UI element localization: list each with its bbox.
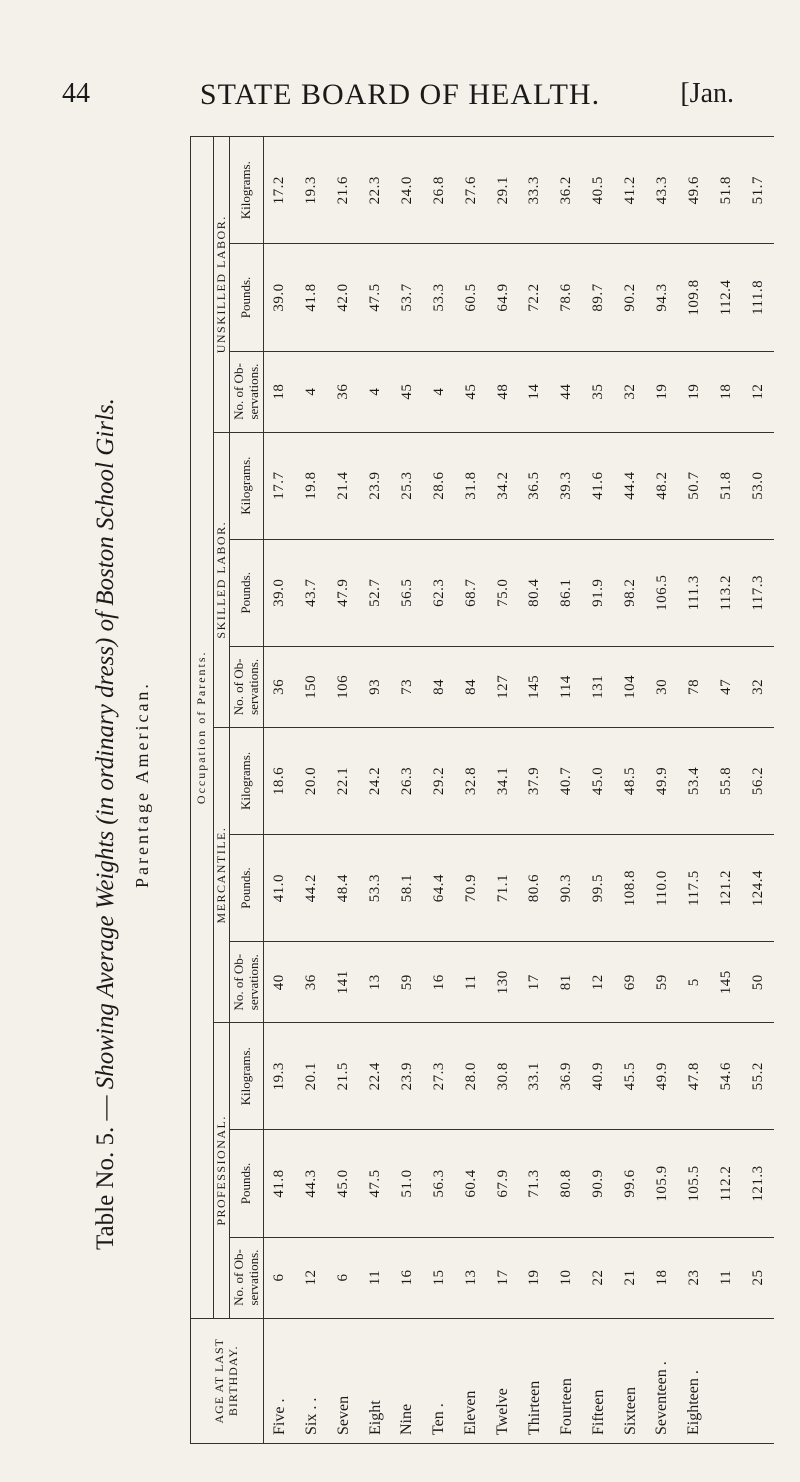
unskilled-kilograms-cell: 36.2 <box>551 137 583 244</box>
professional-obs-cell: 11 <box>360 1237 392 1318</box>
col-pounds: Pounds. <box>230 835 264 942</box>
skilled-pounds-cell: 86.1 <box>551 539 583 646</box>
mercantile-kilograms-cell: 48.5 <box>615 727 647 834</box>
mercantile-obs-cell: 13 <box>360 942 392 1023</box>
unskilled-pounds-cell: 39.0 <box>263 244 295 351</box>
mercantile-obs-cell: 36 <box>296 942 328 1023</box>
column-header-row <box>230 137 264 1444</box>
mercantile-obs-cell: 81 <box>551 942 583 1023</box>
unskilled-obs-cell: 4 <box>296 351 328 432</box>
unskilled-pounds-cell: 53.3 <box>423 244 455 351</box>
skilled-pounds-cell: 62.3 <box>423 539 455 646</box>
group-professional: PROFESSIONAL. <box>214 1023 230 1318</box>
mercantile-kilograms-cell: 22.1 <box>328 727 360 834</box>
mercantile-pounds-cell: 80.6 <box>519 835 551 942</box>
group-unskilled: UNSKILLED LABOR. <box>214 137 230 433</box>
unskilled-obs-cell: 32 <box>615 351 647 432</box>
mercantile-pounds-cell: 53.3 <box>360 835 392 942</box>
unskilled-pounds-cell: 64.9 <box>487 244 519 351</box>
professional-pounds-cell: 45.0 <box>328 1130 360 1237</box>
table-title <box>92 398 120 1250</box>
skilled-pounds-cell: 106.5 <box>646 539 678 646</box>
skilled-obs-cell: 150 <box>296 646 328 727</box>
mercantile-kilograms-cell: 49.9 <box>646 727 678 834</box>
mercantile-obs-cell: 11 <box>455 942 487 1023</box>
skilled-kilograms-cell: 48.2 <box>646 432 678 539</box>
unskilled-obs-cell: 35 <box>583 351 615 432</box>
professional-obs-cell: 18 <box>646 1237 678 1318</box>
col-obs: No. of Ob-servations. <box>230 1237 264 1318</box>
table-row <box>360 137 392 1444</box>
skilled-pounds-cell: 117.3 <box>742 539 774 646</box>
unskilled-kilograms-cell: 21.6 <box>328 137 360 244</box>
professional-kilograms-cell: 22.4 <box>360 1023 392 1130</box>
group-skilled: SKILLED LABOR. <box>214 432 230 727</box>
mercantile-kilograms-cell: 24.2 <box>360 727 392 834</box>
unskilled-pounds-cell: 60.5 <box>455 244 487 351</box>
professional-kilograms-cell: 28.0 <box>455 1023 487 1130</box>
professional-kilograms-cell: 40.9 <box>583 1023 615 1130</box>
age-header: AGE AT LAST BIRTHDAY. <box>191 1318 264 1443</box>
unskilled-kilograms-cell: 49.6 <box>678 137 710 244</box>
mercantile-kilograms-cell: 55.8 <box>710 727 742 834</box>
professional-kilograms-cell: 23.9 <box>391 1023 423 1130</box>
mercantile-pounds-cell: 110.0 <box>646 835 678 942</box>
table-row <box>455 137 487 1444</box>
skilled-kilograms-cell: 17.7 <box>263 432 295 539</box>
mercantile-pounds-cell: 71.1 <box>487 835 519 942</box>
unskilled-obs-cell: 44 <box>551 351 583 432</box>
unskilled-kilograms-cell: 51.8 <box>710 137 742 244</box>
mercantile-obs-cell: 141 <box>328 942 360 1023</box>
unskilled-kilograms-cell: 22.3 <box>360 137 392 244</box>
professional-obs-cell: 12 <box>296 1237 328 1318</box>
table-body <box>263 137 774 1444</box>
age-label: Eight <box>360 1318 392 1443</box>
unskilled-obs-cell: 19 <box>646 351 678 432</box>
skilled-obs-cell: 84 <box>423 646 455 727</box>
age-label: Nine <box>391 1318 423 1443</box>
unskilled-pounds-cell: 78.6 <box>551 244 583 351</box>
skilled-obs-cell: 114 <box>551 646 583 727</box>
unskilled-kilograms-cell: 24.0 <box>391 137 423 244</box>
unskilled-obs-cell: 45 <box>455 351 487 432</box>
col-kilograms: Kilograms. <box>230 727 264 834</box>
mercantile-kilograms-cell: 45.0 <box>583 727 615 834</box>
skilled-pounds-cell: 43.7 <box>296 539 328 646</box>
unskilled-pounds-cell: 112.4 <box>710 244 742 351</box>
skilled-obs-cell: 127 <box>487 646 519 727</box>
unskilled-obs-cell: 4 <box>423 351 455 432</box>
col-pounds: Pounds. <box>230 539 264 646</box>
professional-kilograms-cell: 45.5 <box>615 1023 647 1130</box>
unskilled-kilograms-cell: 40.5 <box>583 137 615 244</box>
mercantile-obs-cell: 5 <box>678 942 710 1023</box>
professional-kilograms-cell: 33.1 <box>519 1023 551 1130</box>
table-subtitle: Parentage American. <box>132 681 152 888</box>
professional-obs-cell: 13 <box>455 1237 487 1318</box>
table-row <box>615 137 647 1444</box>
unskilled-obs-cell: 18 <box>710 351 742 432</box>
skilled-kilograms-cell: 23.9 <box>360 432 392 539</box>
table-row <box>678 137 710 1444</box>
professional-pounds-cell: 60.4 <box>455 1130 487 1237</box>
mercantile-kilograms-cell: 18.6 <box>263 727 295 834</box>
skilled-obs-cell: 78 <box>678 646 710 727</box>
unskilled-pounds-cell: 109.8 <box>678 244 710 351</box>
skilled-kilograms-cell: 44.4 <box>615 432 647 539</box>
skilled-pounds-cell: 98.2 <box>615 539 647 646</box>
mercantile-pounds-cell: 99.5 <box>583 835 615 942</box>
mercantile-kilograms-cell: 40.7 <box>551 727 583 834</box>
mercantile-pounds-cell: 70.9 <box>455 835 487 942</box>
unskilled-kilograms-cell: 19.3 <box>296 137 328 244</box>
professional-obs-cell: 10 <box>551 1237 583 1318</box>
age-label <box>742 1318 774 1443</box>
professional-pounds-cell: 51.0 <box>391 1130 423 1237</box>
mercantile-pounds-cell: 48.4 <box>328 835 360 942</box>
professional-kilograms-cell: 19.3 <box>263 1023 295 1130</box>
col-obs: No. of Ob-servations. <box>230 351 264 432</box>
professional-obs-cell: 25 <box>742 1237 774 1318</box>
unskilled-kilograms-cell: 17.2 <box>263 137 295 244</box>
table-title-prefix: Table No. 5. — <box>92 1095 119 1250</box>
professional-obs-cell: 15 <box>423 1237 455 1318</box>
col-pounds: Pounds. <box>230 244 264 351</box>
professional-pounds-cell: 99.6 <box>615 1130 647 1237</box>
unskilled-obs-cell: 36 <box>328 351 360 432</box>
col-kilograms: Kilograms. <box>230 432 264 539</box>
age-label: Twelve <box>487 1318 519 1443</box>
unskilled-pounds-cell: 111.8 <box>742 244 774 351</box>
mercantile-obs-cell: 50 <box>742 942 774 1023</box>
skilled-pounds-cell: 39.0 <box>263 539 295 646</box>
skilled-kilograms-cell: 19.8 <box>296 432 328 539</box>
unskilled-pounds-cell: 42.0 <box>328 244 360 351</box>
age-label: Six . . <box>296 1318 328 1443</box>
unskilled-kilograms-cell: 43.3 <box>646 137 678 244</box>
age-label: Seventeen . <box>646 1318 678 1443</box>
professional-obs-cell: 11 <box>710 1237 742 1318</box>
skilled-pounds-cell: 80.4 <box>519 539 551 646</box>
mercantile-obs-cell: 59 <box>646 942 678 1023</box>
mercantile-kilograms-cell: 34.1 <box>487 727 519 834</box>
skilled-kilograms-cell: 36.5 <box>519 432 551 539</box>
professional-kilograms-cell: 27.3 <box>423 1023 455 1130</box>
skilled-kilograms-cell: 53.0 <box>742 432 774 539</box>
table-row <box>710 137 742 1444</box>
page-number: 44 <box>62 78 90 109</box>
skilled-pounds-cell: 68.7 <box>455 539 487 646</box>
skilled-obs-cell: 93 <box>360 646 392 727</box>
mercantile-kilograms-cell: 56.2 <box>742 727 774 834</box>
mercantile-pounds-cell: 90.3 <box>551 835 583 942</box>
unskilled-obs-cell: 45 <box>391 351 423 432</box>
age-label: Fourteen <box>551 1318 583 1443</box>
mercantile-kilograms-cell: 26.3 <box>391 727 423 834</box>
professional-kilograms-cell: 30.8 <box>487 1023 519 1130</box>
skilled-pounds-cell: 47.9 <box>328 539 360 646</box>
unskilled-obs-cell: 48 <box>487 351 519 432</box>
weights-table <box>190 136 774 1444</box>
professional-pounds-cell: 47.5 <box>360 1130 392 1237</box>
unskilled-kilograms-cell: 29.1 <box>487 137 519 244</box>
skilled-pounds-cell: 52.7 <box>360 539 392 646</box>
mercantile-obs-cell: 145 <box>710 942 742 1023</box>
professional-pounds-cell: 41.8 <box>263 1130 295 1237</box>
unskilled-obs-cell: 12 <box>742 351 774 432</box>
table-row <box>519 137 551 1444</box>
unskilled-kilograms-cell: 27.6 <box>455 137 487 244</box>
mercantile-pounds-cell: 117.5 <box>678 835 710 942</box>
unskilled-kilograms-cell: 26.8 <box>423 137 455 244</box>
col-pounds: Pounds. <box>230 1130 264 1237</box>
professional-obs-cell: 6 <box>263 1237 295 1318</box>
age-label <box>710 1318 742 1443</box>
professional-obs-cell: 17 <box>487 1237 519 1318</box>
age-label: Thirteen <box>519 1318 551 1443</box>
age-label: Eighteen . <box>678 1318 710 1443</box>
unskilled-pounds-cell: 89.7 <box>583 244 615 351</box>
skilled-kilograms-cell: 51.8 <box>710 432 742 539</box>
professional-obs-cell: 16 <box>391 1237 423 1318</box>
professional-pounds-cell: 112.2 <box>710 1130 742 1237</box>
professional-kilograms-cell: 47.8 <box>678 1023 710 1130</box>
group-mercantile: MERCANTILE. <box>214 727 230 1022</box>
unskilled-pounds-cell: 90.2 <box>615 244 647 351</box>
professional-obs-cell: 22 <box>583 1237 615 1318</box>
col-obs: No. of Ob-servations. <box>230 942 264 1023</box>
mercantile-pounds-cell: 58.1 <box>391 835 423 942</box>
table-title-text: Showing Average Weights (in ordinary dress) of Boston School Girls. <box>92 398 119 1090</box>
page-header <box>0 78 800 118</box>
skilled-kilograms-cell: 31.8 <box>455 432 487 539</box>
professional-pounds-cell: 80.8 <box>551 1130 583 1237</box>
mercantile-pounds-cell: 64.4 <box>423 835 455 942</box>
unskilled-pounds-cell: 72.2 <box>519 244 551 351</box>
age-label: Seven <box>328 1318 360 1443</box>
mercantile-kilograms-cell: 37.9 <box>519 727 551 834</box>
professional-kilograms-cell: 54.6 <box>710 1023 742 1130</box>
skilled-obs-cell: 30 <box>646 646 678 727</box>
mercantile-kilograms-cell: 32.8 <box>455 727 487 834</box>
professional-kilograms-cell: 21.5 <box>328 1023 360 1130</box>
professional-kilograms-cell: 55.2 <box>742 1023 774 1130</box>
age-label: Ten . <box>423 1318 455 1443</box>
unskilled-pounds-cell: 53.7 <box>391 244 423 351</box>
month-label: [Jan. <box>680 78 734 109</box>
mercantile-obs-cell: 17 <box>519 942 551 1023</box>
skilled-obs-cell: 106 <box>328 646 360 727</box>
mercantile-pounds-cell: 108.8 <box>615 835 647 942</box>
professional-pounds-cell: 56.3 <box>423 1130 455 1237</box>
mercantile-obs-cell: 59 <box>391 942 423 1023</box>
skilled-obs-cell: 32 <box>742 646 774 727</box>
skilled-obs-cell: 47 <box>710 646 742 727</box>
skilled-kilograms-cell: 50.7 <box>678 432 710 539</box>
age-label: Eleven <box>455 1318 487 1443</box>
professional-pounds-cell: 67.9 <box>487 1130 519 1237</box>
unskilled-pounds-cell: 47.5 <box>360 244 392 351</box>
skilled-kilograms-cell: 28.6 <box>423 432 455 539</box>
professional-obs-cell: 21 <box>615 1237 647 1318</box>
mercantile-obs-cell: 69 <box>615 942 647 1023</box>
skilled-obs-cell: 145 <box>519 646 551 727</box>
mercantile-obs-cell: 130 <box>487 942 519 1023</box>
mercantile-kilograms-cell: 29.2 <box>423 727 455 834</box>
unskilled-kilograms-cell: 51.7 <box>742 137 774 244</box>
unskilled-obs-cell: 14 <box>519 351 551 432</box>
age-label: Fifteen <box>583 1318 615 1443</box>
col-kilograms: Kilograms. <box>230 1023 264 1130</box>
skilled-obs-cell: 131 <box>583 646 615 727</box>
mercantile-pounds-cell: 41.0 <box>263 835 295 942</box>
table-row <box>391 137 423 1444</box>
skilled-pounds-cell: 111.3 <box>678 539 710 646</box>
age-label: Sixteen <box>615 1318 647 1443</box>
table-row <box>423 137 455 1444</box>
skilled-obs-cell: 84 <box>455 646 487 727</box>
mercantile-pounds-cell: 121.2 <box>710 835 742 942</box>
skilled-pounds-cell: 113.2 <box>710 539 742 646</box>
table-row <box>646 137 678 1444</box>
skilled-obs-cell: 73 <box>391 646 423 727</box>
professional-pounds-cell: 71.3 <box>519 1130 551 1237</box>
unskilled-kilograms-cell: 33.3 <box>519 137 551 244</box>
age-label: Five . <box>263 1318 295 1443</box>
professional-pounds-cell: 105.9 <box>646 1130 678 1237</box>
running-head: STATE BOARD OF HEALTH. <box>199 78 601 111</box>
professional-kilograms-cell: 36.9 <box>551 1023 583 1130</box>
unskilled-kilograms-cell: 41.2 <box>615 137 647 244</box>
rotated-table <box>190 136 774 1444</box>
mercantile-obs-cell: 12 <box>583 942 615 1023</box>
skilled-kilograms-cell: 21.4 <box>328 432 360 539</box>
professional-obs-cell: 23 <box>678 1237 710 1318</box>
col-obs: No. of Ob-servations. <box>230 646 264 727</box>
unskilled-obs-cell: 18 <box>263 351 295 432</box>
skilled-obs-cell: 36 <box>263 646 295 727</box>
table-row <box>551 137 583 1444</box>
professional-kilograms-cell: 20.1 <box>296 1023 328 1130</box>
professional-kilograms-cell: 49.9 <box>646 1023 678 1130</box>
skilled-pounds-cell: 91.9 <box>583 539 615 646</box>
skilled-kilograms-cell: 34.2 <box>487 432 519 539</box>
unskilled-pounds-cell: 94.3 <box>646 244 678 351</box>
unskilled-obs-cell: 4 <box>360 351 392 432</box>
professional-pounds-cell: 90.9 <box>583 1130 615 1237</box>
table-row <box>328 137 360 1444</box>
unskilled-pounds-cell: 41.8 <box>296 244 328 351</box>
table-row <box>263 137 295 1444</box>
unskilled-obs-cell: 19 <box>678 351 710 432</box>
mercantile-pounds-cell: 44.2 <box>296 835 328 942</box>
table-row <box>583 137 615 1444</box>
skilled-kilograms-cell: 25.3 <box>391 432 423 539</box>
professional-pounds-cell: 105.5 <box>678 1130 710 1237</box>
table-row <box>742 137 774 1444</box>
mercantile-obs-cell: 40 <box>263 942 295 1023</box>
professional-obs-cell: 6 <box>328 1237 360 1318</box>
mercantile-obs-cell: 16 <box>423 942 455 1023</box>
professional-pounds-cell: 121.3 <box>742 1130 774 1237</box>
mercantile-pounds-cell: 124.4 <box>742 835 774 942</box>
mercantile-kilograms-cell: 53.4 <box>678 727 710 834</box>
skilled-pounds-cell: 56.5 <box>391 539 423 646</box>
skilled-kilograms-cell: 39.3 <box>551 432 583 539</box>
professional-obs-cell: 19 <box>519 1237 551 1318</box>
occupation-header: Occupation of Parents. <box>191 137 214 1319</box>
mercantile-kilograms-cell: 20.0 <box>296 727 328 834</box>
professional-pounds-cell: 44.3 <box>296 1130 328 1237</box>
table-row <box>296 137 328 1444</box>
table-row <box>487 137 519 1444</box>
skilled-obs-cell: 104 <box>615 646 647 727</box>
skilled-pounds-cell: 75.0 <box>487 539 519 646</box>
skilled-kilograms-cell: 41.6 <box>583 432 615 539</box>
col-kilograms: Kilograms. <box>230 137 264 244</box>
